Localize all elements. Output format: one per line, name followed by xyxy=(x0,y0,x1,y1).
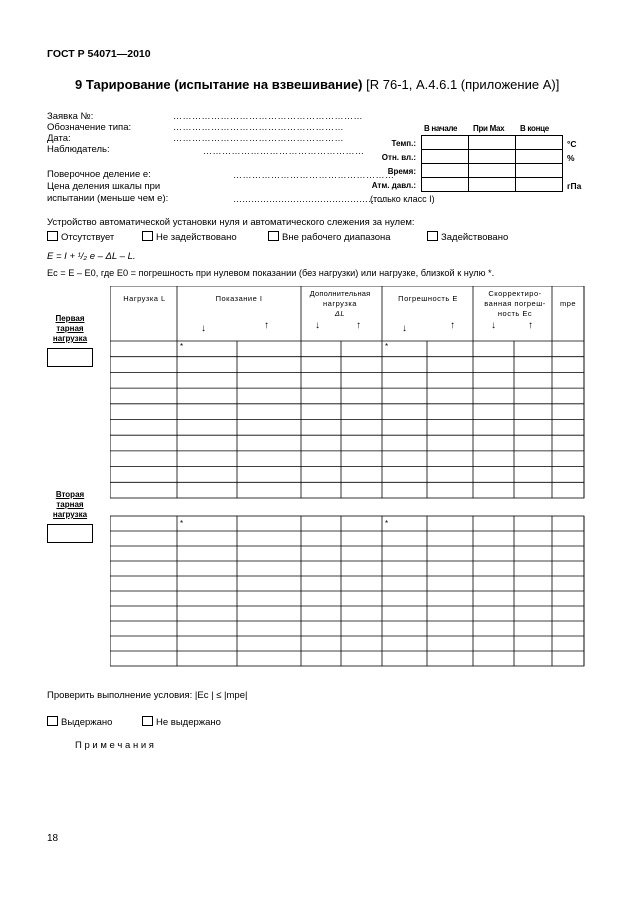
unit-hpa: гПа xyxy=(567,181,582,191)
conditions-col-start: В начале xyxy=(424,124,458,133)
passed-label: Выдержано xyxy=(61,717,113,728)
only-class-i-note: (только класс I) xyxy=(370,194,435,204)
second-tare-label-2: тарная xyxy=(56,500,84,509)
verification-division-label: Поверочное деление e: xyxy=(47,169,151,180)
formula-corrected-error: Ec = E – E0, где E0 = погрешность при нулевом показании (без нагрузки) или нагрузке, близкой к нулю *. xyxy=(47,268,495,278)
first-tare-label-1: Первая xyxy=(55,314,85,323)
arrow-down-icon: ↓ xyxy=(491,320,496,331)
failed-label: Не выдержано xyxy=(156,717,221,728)
checkbox-absent[interactable] xyxy=(47,231,58,241)
section-title xyxy=(75,77,559,92)
cond-cell[interactable] xyxy=(469,150,516,164)
col-mpe-header: mpe xyxy=(559,299,577,308)
cond-cell[interactable] xyxy=(516,164,563,178)
scale-division-dots[interactable]: …………………………………………… xyxy=(233,194,386,204)
section-title-main: 9 Тарирование (испытание на взвешивание) xyxy=(75,77,363,92)
cond-cell[interactable] xyxy=(422,150,469,164)
col-load-header: Нагрузка L xyxy=(123,294,166,303)
arrow-up-icon: ↑ xyxy=(356,320,361,331)
first-tare-label-3: нагрузка xyxy=(52,334,88,343)
check-condition-text: Проверить выполнение условия: |Ec | ≤ |mpe| xyxy=(47,690,248,701)
conditions-col-end: В конце xyxy=(520,124,549,133)
grid-horizontal-lines xyxy=(110,341,584,651)
col-corr-header-1: Скорректиро- xyxy=(488,289,542,298)
conditions-col-max: При Max xyxy=(473,124,505,133)
observer-label: Наблюдатель: xyxy=(47,144,110,155)
arrow-up-icon: ↑ xyxy=(264,320,269,331)
arrow-down-icon: ↓ xyxy=(402,323,407,334)
arrow-down-icon: ↓ xyxy=(315,320,320,331)
second-tare-label-1: Вторая xyxy=(55,490,85,499)
zero-marker: * xyxy=(180,342,184,351)
checkbox-engaged[interactable] xyxy=(427,231,438,241)
unit-percent: % xyxy=(567,153,575,163)
cond-humidity-label: Отн. вл.: xyxy=(381,153,416,162)
arrow-up-icon: ↑ xyxy=(450,320,455,331)
cond-pressure-label: Атм. давл.: xyxy=(371,181,416,190)
col-corr-header-2: ванная погреш- xyxy=(484,299,546,308)
formula-error: E = I + ¹/₂ e – ΔL – L. xyxy=(47,251,136,262)
arrow-up-icon: ↑ xyxy=(528,320,533,331)
application-label: Заявка №: xyxy=(47,111,94,122)
cond-cell[interactable] xyxy=(516,178,563,192)
cond-cell[interactable] xyxy=(516,150,563,164)
scale-division-label-1: Цена деления шкалы при xyxy=(47,181,161,192)
col-add-load-header-2: нагрузка xyxy=(323,299,357,308)
first-tare-label xyxy=(40,314,100,344)
col-add-load-header-3: ΔL xyxy=(334,309,346,318)
document-header: ГОСТ Р 54071—2010 xyxy=(47,48,151,60)
zero-marker: * xyxy=(385,519,389,528)
opt-absent-label: Отсутствует xyxy=(61,232,115,243)
col-corr-header-3: ность Ec xyxy=(497,309,533,318)
checkbox-not-engaged[interactable] xyxy=(142,231,153,241)
cond-cell[interactable] xyxy=(422,178,469,192)
col-add-load-header-1: Дополнительная xyxy=(309,289,371,298)
checkbox-passed[interactable] xyxy=(47,716,58,726)
cond-cell[interactable] xyxy=(469,178,516,192)
cond-cell[interactable] xyxy=(469,164,516,178)
second-tare-label xyxy=(40,490,100,520)
zero-marker: * xyxy=(180,519,184,528)
cond-cell[interactable] xyxy=(422,136,469,150)
type-designation-dots[interactable]: ……………………………………………… xyxy=(173,122,344,132)
unit-celsius: °C xyxy=(567,139,577,149)
conditions-table xyxy=(421,135,563,192)
cond-cell[interactable] xyxy=(422,164,469,178)
opt-out-of-range-label: Вне рабочего диапазона xyxy=(282,232,391,243)
first-tare-value-box[interactable] xyxy=(47,348,93,367)
first-tare-label-2: тарная xyxy=(56,324,84,333)
col-error-header: Погрешность E xyxy=(398,294,458,303)
verification-division-dots[interactable]: …………………………………………… xyxy=(233,170,395,180)
section-title-ref: [R 76-1, А.4.6.1 (приложение А)] xyxy=(366,77,560,92)
arrow-down-icon: ↓ xyxy=(201,323,206,334)
scale-division-label-2: испытании (меньше чем e): xyxy=(47,193,169,204)
checkbox-out-of-range[interactable] xyxy=(268,231,279,241)
cond-time-label: Время: xyxy=(387,167,416,176)
opt-engaged-label: Задействовано xyxy=(441,232,509,243)
notes-heading: П р и м е ч а н и я xyxy=(75,740,154,751)
observer-dots[interactable]: …………………………………………… xyxy=(203,146,365,156)
cond-cell[interactable] xyxy=(516,136,563,150)
zero-device-text: Устройство автоматической установки нуля и автоматического слежения за нулем: xyxy=(47,217,415,228)
col-indication-header: Показание I xyxy=(215,294,263,303)
type-designation-label: Обозначение типа: xyxy=(47,122,132,133)
page-number: 18 xyxy=(47,833,59,844)
date-dots[interactable]: ……………………………………………… xyxy=(173,133,344,143)
second-tare-label-3: нагрузка xyxy=(52,510,88,519)
second-tare-value-box[interactable] xyxy=(47,524,93,543)
checkbox-failed[interactable] xyxy=(142,716,153,726)
zero-marker: * xyxy=(385,342,389,351)
date-label: Дата: xyxy=(47,133,71,144)
opt-not-engaged-label: Не задействовано xyxy=(156,232,237,243)
cond-temp-label: Темп.: xyxy=(391,139,416,148)
application-dots[interactable]: …………………………………………………… xyxy=(173,111,363,121)
cond-cell[interactable] xyxy=(469,136,516,150)
